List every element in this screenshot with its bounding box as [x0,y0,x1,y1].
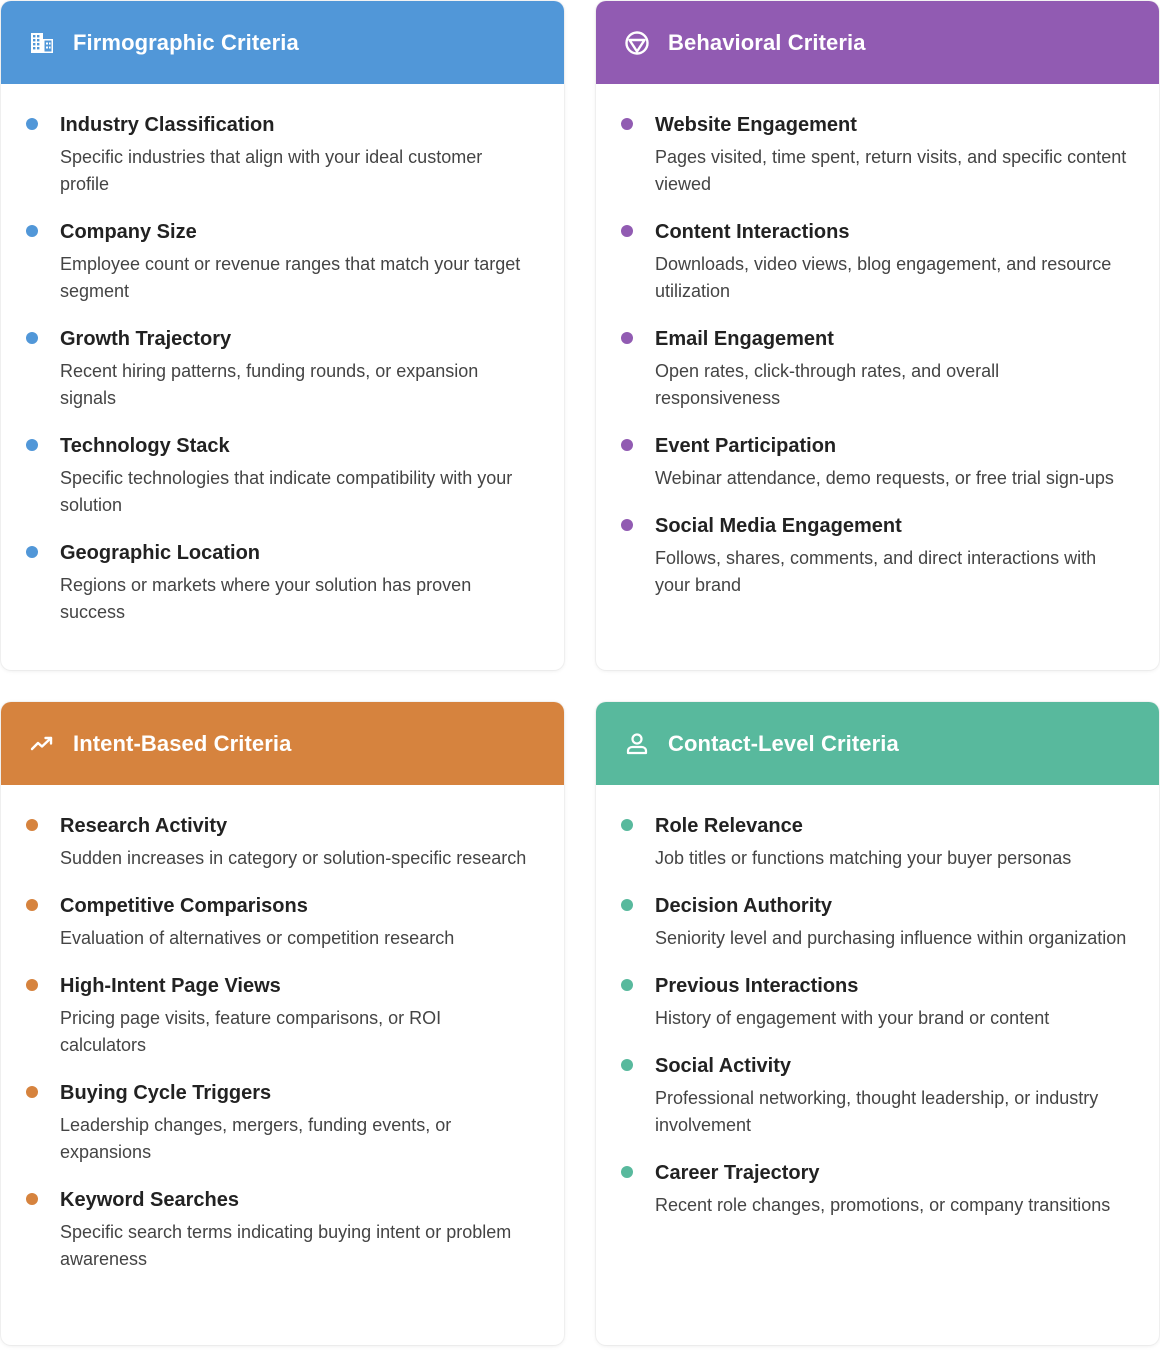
item-description: Professional networking, thought leadership, or industry involvement [655,1088,1099,1135]
list-item [621,112,1135,198]
list-item [26,219,540,305]
item-title: Website Engagement [655,114,857,136]
item-title: Event Participation [655,435,837,457]
bullet-dot [26,332,38,344]
item-description: Sudden increases in category or solution-specific research [60,848,527,868]
criteria-list [1,785,564,1273]
item-description: Webinar attendance, demo requests, or free trial sign-ups [655,468,1114,488]
item-title: Research Activity [60,815,228,837]
bullet-dot [26,225,38,237]
list-item [26,1187,540,1273]
item-title: Competitive Comparisons [60,895,308,917]
list-item [26,112,540,198]
bullet-dot [621,899,633,911]
item-description: Open rates, click-through rates, and overall responsiveness [655,361,1000,408]
item-description: Recent hiring patterns, funding rounds, or expansion signals [60,361,479,408]
item-title: Previous Interactions [655,975,859,997]
contact-card [596,702,1159,1345]
item-description: Employee count or revenue ranges that match your target segment [60,254,521,301]
target-icon [624,30,650,56]
item-title: Geographic Location [60,542,261,564]
item-description: Recent role changes, promotions, or company transitions [655,1195,1111,1215]
bullet-dot [26,439,38,451]
bullet-dot [26,1086,38,1098]
list-item [621,813,1135,872]
card-title: Firmographic Criteria [73,29,299,55]
item-description: Specific technologies that indicate compatibility with your solution [60,468,513,515]
item-description: History of engagement with your brand or content [655,1008,1050,1028]
item-title: Company Size [60,221,197,243]
bullet-dot [26,979,38,991]
firmographic-card [1,1,564,670]
list-item [621,1053,1135,1139]
item-description: Pricing page visits, feature comparisons, or ROI calculators [60,1008,442,1055]
item-title: Growth Trajectory [60,328,232,350]
bullet-dot [621,519,633,531]
card-header [1,702,564,785]
intent-card [1,702,564,1345]
list-item [26,893,540,952]
list-item [26,813,540,872]
card-title: Behavioral Criteria [668,29,866,55]
card-header [596,702,1159,785]
behavioral-card [596,1,1159,670]
item-title: Email Engagement [655,328,834,350]
item-title: Keyword Searches [60,1189,239,1211]
item-title: Technology Stack [60,435,230,457]
item-title: Content Interactions [655,221,850,243]
list-item [621,973,1135,1032]
item-description: Pages visited, time spent, return visits, and specific content viewed [655,147,1127,194]
trending-up-icon [29,731,55,757]
list-item [26,433,540,519]
item-title: Buying Cycle Triggers [60,1082,272,1104]
item-title: Role Relevance [655,815,803,837]
item-description: Follows, shares, comments, and direct interactions with your brand [655,548,1097,595]
list-item [621,219,1135,305]
building-icon [29,30,55,56]
criteria-list [1,84,564,626]
bullet-dot [26,118,38,130]
item-description: Regions or markets where your solution has proven success [60,575,472,622]
list-item [26,1080,540,1166]
list-item [621,893,1135,952]
list-item [621,513,1135,599]
list-item [621,1160,1135,1219]
item-description: Specific search terms indicating buying intent or problem awareness [60,1222,512,1269]
card-title: Intent-Based Criteria [73,730,292,756]
user-icon [624,731,650,757]
bullet-dot [26,546,38,558]
item-description: Job titles or functions matching your buyer personas [655,848,1072,868]
bullet-dot [621,332,633,344]
criteria-list [596,84,1159,599]
bullet-dot [621,819,633,831]
bullet-dot [621,439,633,451]
bullet-dot [621,1059,633,1071]
list-item [26,326,540,412]
bullet-dot [621,118,633,130]
criteria-grid [1,1,1159,1345]
item-title: High-Intent Page Views [60,975,281,997]
bullet-dot [621,1166,633,1178]
item-description: Leadership changes, mergers, funding events, or expansions [60,1115,452,1162]
item-title: Career Trajectory [655,1162,820,1184]
bullet-dot [26,899,38,911]
bullet-dot [26,819,38,831]
bullet-dot [621,225,633,237]
item-description: Seniority level and purchasing influence within organization [655,928,1127,948]
card-title: Contact-Level Criteria [668,730,899,756]
list-item [621,433,1135,492]
bullet-dot [26,1193,38,1205]
item-description: Specific industries that align with your ideal customer profile [60,147,483,194]
item-description: Downloads, video views, blog engagement, and resource utilization [655,254,1112,301]
item-title: Social Media Engagement [655,515,902,537]
item-title: Industry Classification [60,114,275,136]
item-title: Decision Authority [655,895,833,917]
item-title: Social Activity [655,1055,791,1077]
item-description: Evaluation of alternatives or competition research [60,928,455,948]
bullet-dot [621,979,633,991]
list-item [26,973,540,1059]
list-item [26,540,540,626]
card-header [1,1,564,84]
criteria-list [596,785,1159,1219]
list-item [621,326,1135,412]
card-header [596,1,1159,84]
